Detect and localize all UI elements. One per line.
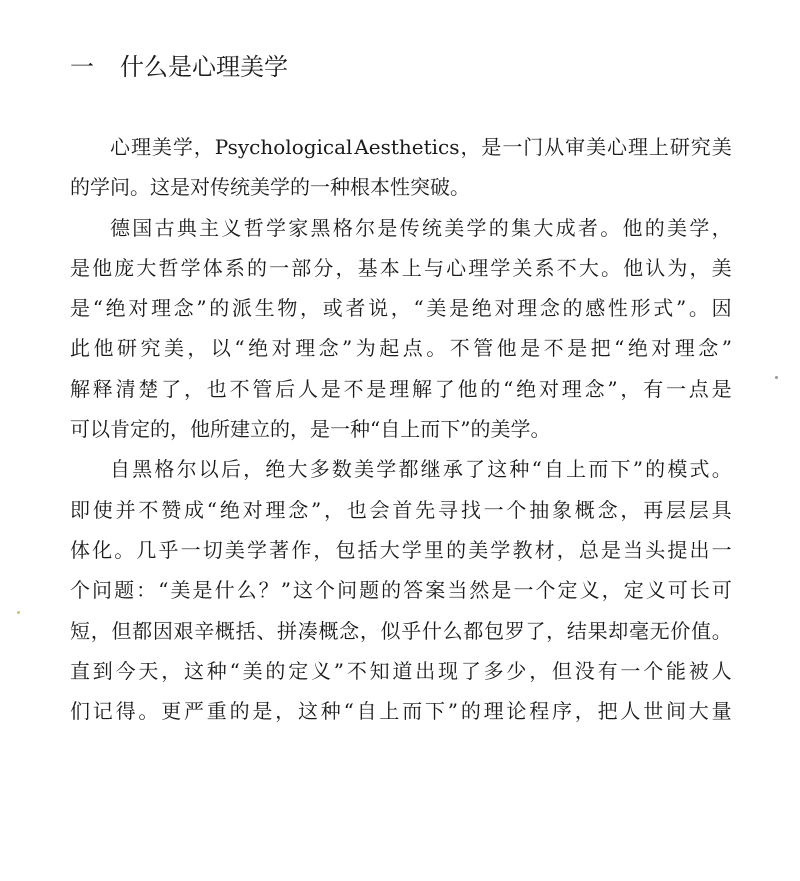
scan-speck [775,376,778,379]
section-number: 一 [70,53,94,81]
text-line: 心 理 美 学 ， Psychological Aesthetics ， 是 一 门 从 审 美 心 理 上 研 究 美 [110,135,732,159]
text-line: 是 他 庞 大 哲 学 体 系 的 一 部 分 ， 基 本 上 与 心 理 学 关 系 不 大 。 他 认 为 ， 美 [70,255,732,280]
body-text [70,127,732,731]
text-line: 的 学 问 。 这 是 对 传 统 美 学 的 一 种 根 本 性 突 破 。 [70,175,470,200]
text-line: 此 他 研 究 美 ， 以 “ 绝 对 理 念 ” 为 起 点 。 不 管 他 是 不 是 把 “ 绝 对 理 念 ” [70,336,732,361]
text-line: 是 “ 绝 对 理 念 ” 的 派 生 物 ， 或 者 说 ， “ 美 是 绝 对 理 念 的 感 性 形 式 ” 。 因 [70,296,732,321]
scan-speck [17,611,20,614]
text-line: 即 使 并 不 赞 成 “ 绝 对 理 念 ” ， 也 会 首 先 寻 找 一 个 抽 象 概 念 ， 再 层 层 具 [70,497,732,522]
text-line: 个 问 题 ： “ 美 是 什 么 ？ ” 这 个 问 题 的 答 案 当 然 是 一 个 定 义 ， 定 义 可 长 可 [70,578,732,603]
text-line: 解 释 清 楚 了 ， 也 不 管 后 人 是 不 是 理 解 了 他 的 “ 绝 对 理 念 ” ， 有 一 点 是 [70,376,732,401]
text-line: 自 黑 格 尔 以 后 ， 绝 大 多 数 美 学 都 继 承 了 这 种 “ 自 上 而 下 ” 的 模 式 。 [110,457,732,482]
text-line: 短 ， 但 都 因 艰 辛 概 括 、 拼 凑 概 念 ， 似 乎 什 么 都 包 罗 了 ， 结 果 却 毫 无 价 值 。 [70,618,732,643]
text-line: 们 记 得 。 更 严 重 的 是 ， 这 种 “ 自 上 而 下 ” 的 理 论 程 序 ， 把 人 世 间 大 量 [70,699,732,724]
text-line: 直 到 今 天 ， 这 种 “ 美 的 定 义 ” 不 知 道 出 现 了 多 少 ， 但 没 有 一 个 能 被 人 [70,658,732,683]
text-line: 可 以 肯 定 的 ， 他 所 建 立 的 ， 是 一 种 “ 自 上 而 下 ” 的 美 学 。 [70,417,551,442]
text-line: 德 国 古 典 主 义 哲 学 家 黑 格 尔 是 传 统 美 学 的 集 大 成 者 。 他 的 美 学 ， [110,215,732,240]
section-title: 什么是心理美学 [120,53,288,81]
text-line: 体 化 。 几 乎 一 切 美 学 著 作 ， 包 括 大 学 里 的 美 学 教 材 ， 总 是 当 头 提 出 一 [70,537,732,562]
section-heading [70,50,288,84]
